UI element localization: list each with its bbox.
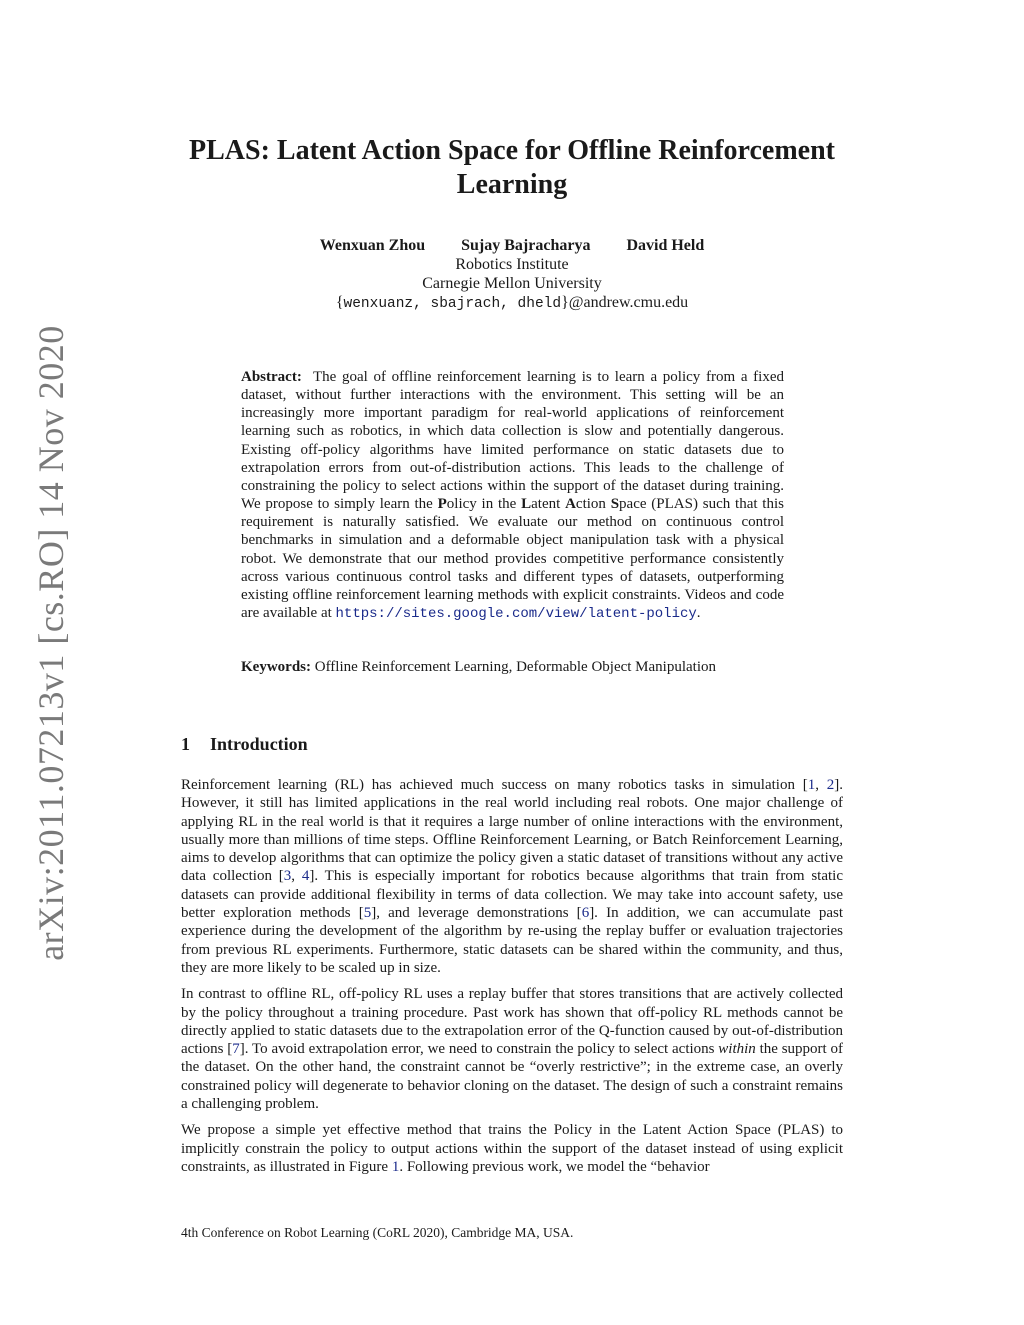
abstract-bold-letter: P [437, 496, 447, 513]
email-brace-close: }@andrew.cmu.edu [561, 294, 689, 311]
abstract-text: olicy in the [446, 496, 522, 513]
paragraph-text: ]. To avoid extrapolation error, we need to constrain the policy to select actions [239, 1041, 719, 1058]
citation-link[interactable]: 7 [232, 1041, 240, 1058]
arxiv-identifier: arXiv:2011.07213v1 [cs.RO] 14 Nov 2020 [31, 325, 71, 961]
citation-link[interactable]: 6 [581, 905, 590, 922]
author-names [212, 236, 812, 255]
paragraph-text: ], and leverage demonstrations [ [371, 905, 582, 922]
citation-link[interactable]: 4 [301, 868, 310, 885]
keywords-text: Offline Reinforcement Learning, Deformable Object Manipulation [314, 659, 716, 675]
citation-link[interactable]: 2 [826, 777, 835, 793]
paragraph-text: In contrast to offline RL, off-policy RL uses a replay buffer that stores transitions that are actively collected by the policy throughout a training procedure. Past work has shown that off-policy RL methods cannot be directly applied to static datasets due to the extrapolation error of the Q-function caused by out-of-distribution actions [ [181, 986, 843, 1058]
keywords-label: Keywords: [241, 659, 311, 675]
paragraph [181, 1121, 843, 1176]
keywords [241, 658, 784, 676]
emphasis-text: within [718, 1041, 756, 1058]
section-heading [181, 734, 308, 755]
author-name: Wenxuan Zhou [319, 237, 426, 254]
paragraph-text: We propose a simple yet effective method that trains the Policy in the Latent Action Space (PLAS) to implicitly constrain the policy to output actions within the support of the dataset instead of using explicit constraints, as illustrated in Figure [181, 1122, 843, 1175]
paragraph-text: ]. In addition, we can accumulate past experience during the development of the algorithm by re-using the replay buffer or evaluation trajectories from previous RL experiments. Furthermore, static datasets can be shared within the community, and thus, they are more likely to be scaled up in size. [181, 905, 843, 976]
paper-title: PLAS: Latent Action Space for Offline Reinforcement Learning [189, 135, 835, 200]
abstract-text: ction [575, 496, 611, 513]
paragraph-text: Reinforcement learning (RL) has achieved much success on many robotics tasks in simulation [ [181, 777, 808, 793]
citation-link[interactable]: 1 [807, 777, 816, 793]
paragraph-text: , [291, 868, 302, 885]
email-brace-open: { [335, 294, 344, 311]
section-number: 1 [181, 734, 190, 754]
figure-reference-link[interactable]: 1 [391, 1158, 400, 1175]
paragraph-text: ]. However, it still has limited applications in the real world including real robots. One major challenge of applying RL in the real world is that it requires a large number of online interactions with the environment, usually more than millions of time steps. Offline Reinforcement Learning, or Batch Reinforcement Learning, aims to develop algorithms that can optimize the policy given a static dataset of transitions without any active data collection [ [181, 777, 844, 885]
author-block [212, 236, 812, 314]
section-title: Introduction [210, 734, 308, 754]
abstract-text: atent [531, 496, 566, 513]
author-name: David Held [626, 237, 705, 254]
project-url-link[interactable]: https://sites.google.com/view/latent-policy [335, 606, 697, 623]
paragraph-text: . Following previous work, we model the “behavior [399, 1158, 710, 1175]
abstract-label: Abstract: [241, 369, 302, 385]
abstract-bold-letter: L [521, 496, 532, 513]
abstract [241, 368, 784, 623]
author-emails [212, 293, 812, 314]
introduction-body [181, 776, 843, 1184]
citation-link[interactable]: 3 [283, 868, 292, 885]
abstract-text: The goal of offline reinforcement learning is to learn a policy from a fixed dataset, without further interactions with the environment. This setting will be an increasingly more important paradigm for real-world applications of reinforcement learning such as robotics, in which data collection is slow and potentially dangerous. Existing off-policy algorithms have limited performance on static datasets due to extrapolation errors from out-of-distribution actions. This leads to the challenge of constraining the policy to select actions within the support of the dataset during training. We propose to simply learn the [241, 369, 784, 513]
email-list: wenxuanz, sbajrach, dheld [343, 296, 562, 312]
paragraph-text: the support of the dataset. On the other hand, the constraint cannot be “overly restrictive”; in the extreme case, an overly constrained policy will degenerate to behavior cloning on the dataset. The design of such a constraint remains a challenging problem. [181, 1041, 844, 1113]
abstract-text: pace (PLAS) such that this requirement is naturally satisfied. We evaluate our method on continuous control benchmarks in simulation and a deformable object manipulation task with a physical robot. We demonstrate that our method provides competitive performance consistently across various continuous control tasks and different types of datasets, outperforming existing offline reinforcement learning methods with explicit constraints. Videos and code are available at [241, 496, 784, 622]
author-name: Sujay Bajracharya [461, 237, 591, 254]
citation-link[interactable]: 5 [363, 905, 372, 922]
paragraph-text: , [815, 777, 827, 793]
abstract-text: . [696, 605, 701, 622]
abstract-bold-letter: S [610, 496, 620, 513]
paragraph [181, 776, 843, 977]
abstract-bold-letter: A [565, 496, 576, 513]
author-university: Carnegie Mellon University [422, 275, 602, 292]
conference-footnote: 4th Conference on Robot Learning (CoRL 2020), Cambridge MA, USA. [181, 1225, 574, 1240]
author-institute: Robotics Institute [455, 256, 569, 273]
paragraph [181, 985, 843, 1113]
paragraph-text: ]. This is especially important for robotics because algorithms that train from static datasets can provide additional flexibility in terms of data collection. We may take into account safety, use better exploration methods [ [181, 868, 844, 922]
